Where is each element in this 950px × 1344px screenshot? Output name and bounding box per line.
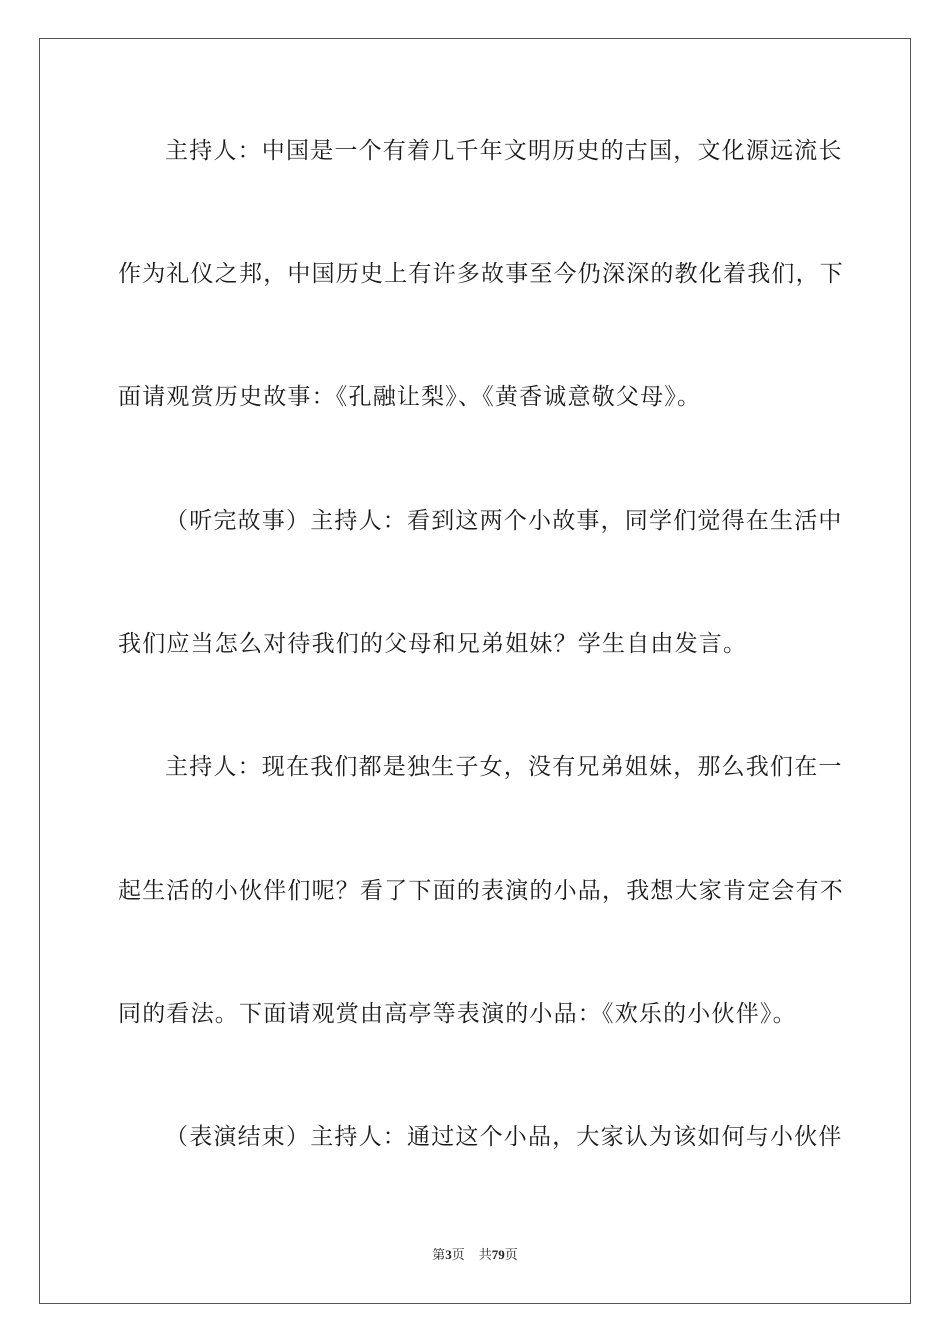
page-prefix: 第 (432, 1248, 446, 1263)
page-border (39, 38, 911, 1304)
paragraph-line-3: 面请观赏历史故事：《孔融让梨》、《黄香诚意敬父母》。 (118, 384, 702, 410)
paragraph-line-7: 起生活的小伙伴们呢？看了下面的表演的小品，我想大家肯定会有不 (118, 878, 844, 904)
paragraph-line-2: 作为礼仪之邦，中国历史上有许多故事至今仍深深的教化着我们，下 (118, 261, 844, 287)
paragraph-line-5: 我们应当怎么对待我们的父母和兄弟姐妹？学生自由发言。 (118, 631, 748, 657)
paragraph-line-8: 同的看法。下面请观赏由高亭等表演的小品：《欢乐的小伙伴》。 (118, 1001, 797, 1027)
paragraph-line-9: （表演结束）主持人：通过这个小品，大家认为该如何与小伙伴 (165, 1124, 843, 1150)
page-suffix: 页 (451, 1248, 465, 1263)
paragraph-line-6: 主持人：现在我们都是独生子女，没有兄弟姐妹，那么我们在一 (165, 754, 843, 780)
total-suffix: 页 (504, 1248, 518, 1263)
current-page-number: 3 (445, 1247, 452, 1262)
page-footer (0, 1246, 950, 1265)
total-page-count: 79 (491, 1247, 505, 1262)
paragraph-line-1: 主持人：中国是一个有着几千年文明历史的古国，文化源远流长 (165, 138, 843, 164)
paragraph-line-4: （听完故事）主持人：看到这两个小故事，同学们觉得在生活中 (165, 508, 843, 534)
total-prefix: 共 (478, 1248, 492, 1263)
